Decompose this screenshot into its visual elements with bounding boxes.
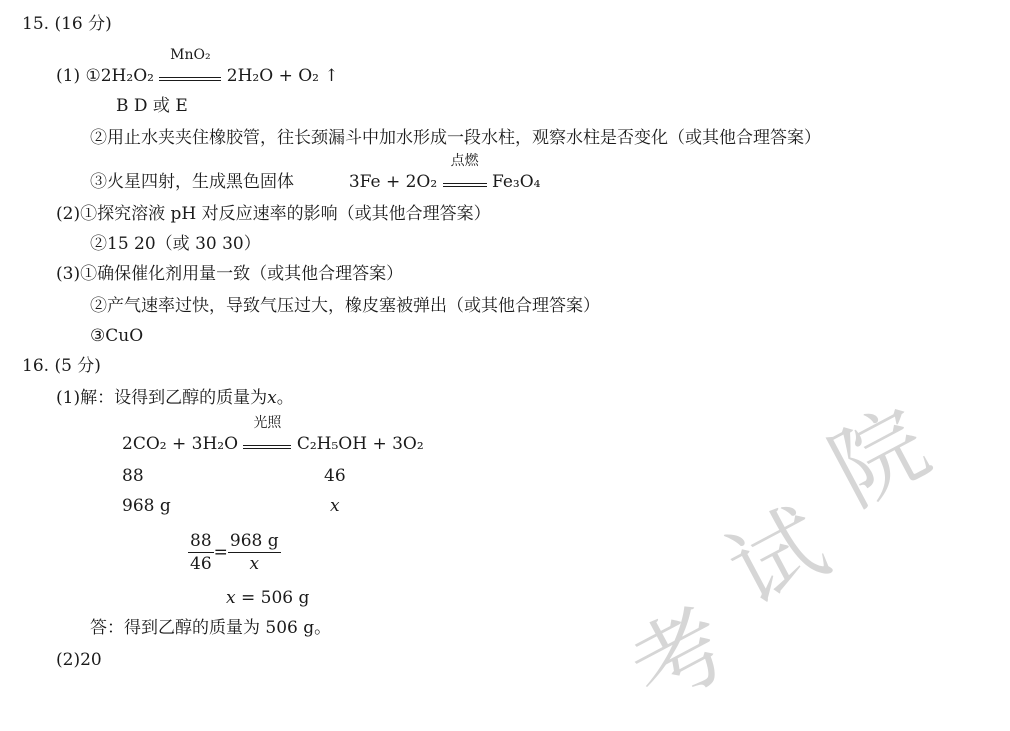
equals-sign: = [213, 542, 228, 563]
q15-part1-step3-reactants: 3Fe + 2O₂ [348, 172, 438, 192]
light-arrow [243, 415, 291, 449]
q15-part2-step1: (2)①探究溶液 pH 对反应速率的影响（或其他合理答案） [56, 204, 491, 224]
given-mass-left: 968 g [122, 496, 171, 516]
q15-part1-products: 2H₂O + O₂ ↑ [226, 66, 339, 86]
q16-part1-intro [56, 388, 294, 408]
q15-header: 15. (16 分) [22, 14, 112, 34]
combustion-arrow [443, 153, 487, 187]
q16-eq-reactants: 2CO₂ + 3H₂O [122, 434, 239, 454]
q15-part1-step3-products: Fe₃O₄ [492, 172, 541, 192]
q15-part1-reactants: ①2H₂O₂ [85, 66, 154, 86]
catalyst-label: MnO₂ [170, 47, 211, 63]
watermark-char-3: 院 [813, 388, 946, 527]
variable-x: x [267, 388, 277, 408]
result: x = 506 g [226, 588, 310, 608]
mass-ratio-right: 46 [324, 466, 346, 486]
light-label: 光照 [253, 415, 282, 431]
q15-part2-step2: ②15 20（或 30 30） [90, 234, 261, 254]
given-mass-right: x [330, 496, 340, 516]
q16-part2: (2)20 [56, 650, 102, 670]
q15-part1-apparatus: B D 或 E [116, 96, 188, 116]
reaction-arrow [159, 47, 221, 81]
q16-header: 16. (5 分) [22, 356, 101, 376]
fraction-left: $\frac{88}{46}$ [190, 531, 212, 574]
q16-answer: 答：得到乙醇的质量为 506 g。 [90, 618, 332, 638]
q16-eq-products: C₂H₅OH + 3O₂ [296, 434, 424, 454]
watermark-char-1: 考 [613, 588, 746, 727]
q15-part1-step2: ②用止水夹夹住橡胶管，往长颈漏斗中加水形成一段水柱，观察水柱是否变化（或其他合理答案） [90, 128, 821, 148]
q15-part1-equation [56, 47, 339, 86]
q15-part1-step3 [90, 153, 541, 192]
q15-part3-step1: (3)①确保催化剂用量一致（或其他合理答案） [56, 264, 404, 284]
q15-part1-label: (1) [56, 66, 81, 86]
q16-equation [122, 415, 424, 454]
ignite-label: 点燃 [450, 153, 479, 169]
watermark-char-2: 试 [711, 488, 844, 627]
q16-intro-end: 。 [276, 388, 294, 408]
fraction-right: $\frac{968 g}{x}$ [229, 531, 279, 574]
q16-intro-text: (1)解：设得到乙醇的质量为 [56, 388, 268, 408]
proportion [188, 530, 281, 575]
q15-part3-step3: ③CuO [90, 326, 144, 346]
mass-ratio-left: 88 [122, 466, 144, 486]
q15-part1-step3-text: ③火星四射，生成黑色固体 [90, 172, 294, 192]
q15-part3-step2: ②产气速率过快，导致气压过大，橡皮塞被弹出（或其他合理答案） [90, 296, 600, 316]
